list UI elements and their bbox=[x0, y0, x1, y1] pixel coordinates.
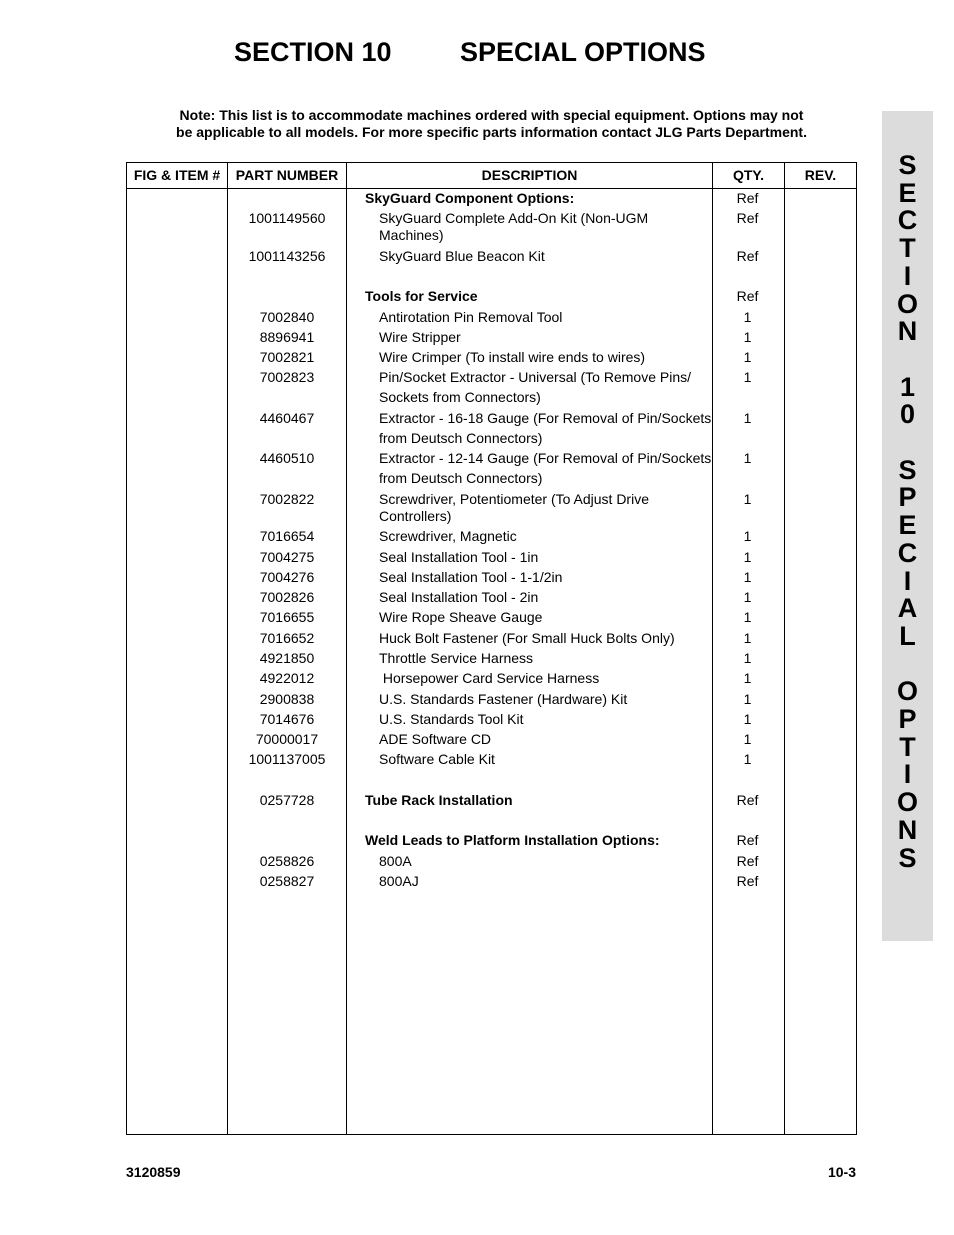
description-line: Software Cable Kit bbox=[379, 751, 495, 767]
side-tab-letter: C bbox=[897, 537, 918, 568]
qty-cell: 1 bbox=[743, 450, 752, 466]
description-line: Controllers) bbox=[379, 508, 452, 524]
side-tab-letter: P bbox=[898, 704, 917, 734]
description-line: Screwdriver, Magnetic bbox=[379, 528, 517, 544]
part-number-cell: 1001149560 bbox=[248, 210, 326, 226]
description-line: Wire Rope Sheave Gauge bbox=[379, 609, 543, 625]
qty-cell: 1 bbox=[743, 309, 752, 325]
qty-cell: Ref bbox=[736, 190, 759, 206]
qty-cell: 1 bbox=[743, 569, 752, 585]
qty-cell: 1 bbox=[743, 731, 752, 747]
page-number: 10-3 bbox=[827, 1164, 856, 1180]
qty-cell: 1 bbox=[743, 751, 752, 767]
side-tab-letter: E bbox=[898, 177, 917, 208]
side-tab-letter: C bbox=[897, 205, 918, 236]
part-number-cell: 7002823 bbox=[259, 369, 315, 385]
side-tab-letter: O bbox=[896, 288, 918, 319]
side-tab-letter: T bbox=[899, 233, 916, 264]
part-number-cell: 1001143256 bbox=[248, 248, 326, 264]
section-number: SECTION 10 bbox=[234, 37, 392, 67]
parts-table bbox=[126, 162, 857, 1135]
side-tab-letter: E bbox=[898, 510, 917, 541]
side-tab-letter: I bbox=[903, 759, 912, 790]
description-cell bbox=[379, 670, 711, 687]
side-tab-letter: S bbox=[898, 842, 917, 873]
side-tab-letter: 1 bbox=[899, 371, 916, 402]
part-number-cell: 1001137005 bbox=[248, 751, 326, 767]
part-number-cell: 0258826 bbox=[259, 853, 315, 869]
side-tab-letter: P bbox=[898, 482, 917, 513]
description-line: Horsepower Card Service Harness bbox=[379, 670, 600, 686]
page-title bbox=[0, 32, 954, 72]
description-cell bbox=[379, 650, 711, 667]
part-number-cell: 70000017 bbox=[255, 731, 319, 747]
description-cell bbox=[379, 589, 711, 606]
qty-cell: 1 bbox=[743, 670, 752, 686]
description-cell bbox=[379, 210, 711, 244]
side-tab-letter: N bbox=[897, 814, 918, 845]
side-tab-letter: I bbox=[903, 260, 912, 291]
description-line: from Deutsch Connectors) bbox=[379, 430, 543, 446]
description-cell bbox=[379, 873, 711, 890]
qty-cell: Ref bbox=[736, 873, 759, 889]
qty-cell: 1 bbox=[743, 528, 752, 544]
description-line: U.S. Standards Tool Kit bbox=[379, 711, 524, 727]
section-name: SPECIAL OPTIONS bbox=[460, 37, 706, 67]
note-line-2: be applicable to all models. For more specific parts information contact JLG Parts Department. bbox=[176, 124, 807, 140]
description-line: Seal Installation Tool - 1-1/2in bbox=[379, 569, 563, 585]
description-cell bbox=[379, 309, 711, 326]
description-cell bbox=[379, 528, 711, 545]
part-number-cell: 2900838 bbox=[259, 691, 315, 707]
header-part-number: PART NUMBER bbox=[235, 167, 339, 183]
description-cell bbox=[365, 792, 697, 809]
part-number-cell: 7016652 bbox=[259, 630, 315, 646]
part-number-cell: 4921850 bbox=[259, 650, 315, 666]
side-tab-letter: I bbox=[903, 565, 912, 596]
description-cell bbox=[379, 630, 711, 647]
side-tab-letter: L bbox=[899, 620, 916, 651]
qty-cell: 1 bbox=[743, 609, 752, 625]
description-cell bbox=[379, 248, 711, 265]
qty-cell: Ref bbox=[736, 248, 759, 264]
description-cell bbox=[379, 751, 711, 768]
header-divider bbox=[127, 188, 856, 189]
description-cell bbox=[379, 711, 711, 728]
header-qty: QTY. bbox=[732, 167, 765, 183]
description-line: Tube Rack Installation bbox=[365, 792, 513, 808]
qty-cell: 1 bbox=[743, 549, 752, 565]
note-text bbox=[126, 107, 857, 141]
qty-cell: 1 bbox=[743, 711, 752, 727]
qty-cell: Ref bbox=[736, 210, 759, 226]
column-divider bbox=[346, 163, 347, 1134]
side-tab-letter: O bbox=[896, 787, 918, 818]
description-line: Seal Installation Tool - 1in bbox=[379, 549, 539, 565]
side-tab-letter: S bbox=[898, 150, 917, 180]
qty-cell: 1 bbox=[743, 589, 752, 605]
description-line: Extractor - 12-14 Gauge (For Removal of Pin/Sockets bbox=[379, 450, 712, 466]
description-line: Antirotation Pin Removal Tool bbox=[379, 309, 563, 325]
description-line: Extractor - 16-18 Gauge (For Removal of Pin/Sockets bbox=[379, 410, 712, 426]
description-cell bbox=[379, 450, 711, 487]
section-side-tab bbox=[882, 111, 933, 941]
description-line: ADE Software CD bbox=[379, 731, 492, 747]
part-number-cell: 7002826 bbox=[259, 589, 315, 605]
part-number-cell: 8896941 bbox=[259, 329, 315, 345]
qty-cell: 1 bbox=[743, 369, 752, 385]
qty-cell: 1 bbox=[743, 349, 752, 365]
part-number-cell: 0257728 bbox=[259, 792, 315, 808]
description-cell bbox=[379, 349, 711, 366]
part-number-cell: 7016654 bbox=[259, 528, 315, 544]
part-number-cell: 7014676 bbox=[259, 711, 315, 727]
description-line: Wire Stripper bbox=[379, 329, 461, 345]
description-line: SkyGuard Complete Add-On Kit (Non-UGM bbox=[379, 210, 649, 226]
side-tab-letter: N bbox=[897, 316, 918, 347]
description-line: SkyGuard Component Options: bbox=[365, 190, 575, 206]
description-line: Seal Installation Tool - 2in bbox=[379, 589, 539, 605]
qty-cell: Ref bbox=[736, 832, 759, 848]
side-tab-letter: T bbox=[899, 731, 916, 762]
qty-cell: 1 bbox=[743, 410, 752, 426]
description-line: Throttle Service Harness bbox=[379, 650, 534, 666]
description-line: from Deutsch Connectors) bbox=[379, 470, 543, 486]
description-line: Tools for Service bbox=[365, 288, 478, 304]
description-cell bbox=[379, 410, 711, 447]
description-line: Wire Crimper (To install wire ends to wires) bbox=[379, 349, 646, 365]
description-line: SkyGuard Blue Beacon Kit bbox=[379, 248, 545, 264]
side-tab-letter: S bbox=[898, 454, 917, 485]
description-line: 800A bbox=[379, 853, 412, 869]
description-cell bbox=[379, 853, 711, 870]
qty-cell: 1 bbox=[743, 630, 752, 646]
header-fig-item: FIG & ITEM # bbox=[133, 167, 221, 183]
header-description: DESCRIPTION bbox=[481, 167, 578, 183]
description-line: Pin/Socket Extractor - Universal (To Remove Pins/ bbox=[379, 369, 691, 385]
side-tab-letter: O bbox=[896, 676, 918, 707]
header-rev: REV. bbox=[804, 167, 837, 183]
side-tab-letter: 0 bbox=[899, 399, 916, 430]
qty-cell: 1 bbox=[743, 491, 752, 507]
part-number-cell: 7002822 bbox=[259, 491, 315, 507]
part-number-cell: 4922012 bbox=[259, 670, 315, 686]
description-cell bbox=[365, 190, 697, 207]
qty-cell: Ref bbox=[736, 853, 759, 869]
description-cell bbox=[379, 569, 711, 586]
description-cell bbox=[379, 609, 711, 626]
description-cell bbox=[379, 329, 711, 346]
qty-cell: Ref bbox=[736, 288, 759, 304]
note-line-1: Note: This list is to accommodate machines ordered with special equipment. Options may not bbox=[179, 107, 804, 123]
description-cell bbox=[379, 549, 711, 566]
description-line: Weld Leads to Platform Installation Options: bbox=[365, 832, 660, 848]
part-number-cell: 7002840 bbox=[259, 309, 315, 325]
description-cell bbox=[365, 832, 697, 849]
description-line: Screwdriver, Potentiometer (To Adjust Drive bbox=[379, 491, 649, 507]
description-cell bbox=[365, 288, 697, 305]
column-divider bbox=[784, 163, 785, 1134]
description-line: Sockets from Connectors) bbox=[379, 389, 541, 405]
qty-cell: Ref bbox=[736, 792, 759, 808]
part-number-cell: 4460467 bbox=[259, 410, 315, 426]
description-cell bbox=[379, 691, 711, 708]
part-number-cell: 7004275 bbox=[259, 549, 315, 565]
qty-cell: 1 bbox=[743, 650, 752, 666]
description-line: Huck Bolt Fastener (For Small Huck Bolts Only) bbox=[379, 630, 675, 646]
part-number-cell: 7016655 bbox=[259, 609, 315, 625]
description-line: 800AJ bbox=[379, 873, 419, 889]
description-line: Machines) bbox=[379, 227, 444, 243]
part-number-cell: 0258827 bbox=[259, 873, 315, 889]
part-number-cell: 7004276 bbox=[259, 569, 315, 585]
part-number-cell: 4460510 bbox=[259, 450, 315, 466]
qty-cell: 1 bbox=[743, 329, 752, 345]
part-number-cell: 7002821 bbox=[259, 349, 315, 365]
description-cell bbox=[379, 369, 711, 406]
description-line: U.S. Standards Fastener (Hardware) Kit bbox=[379, 691, 628, 707]
description-cell bbox=[379, 491, 711, 525]
qty-cell: 1 bbox=[743, 691, 752, 707]
document-number: 3120859 bbox=[126, 1164, 181, 1180]
description-cell bbox=[379, 731, 711, 748]
side-tab-letter: A bbox=[897, 593, 918, 624]
